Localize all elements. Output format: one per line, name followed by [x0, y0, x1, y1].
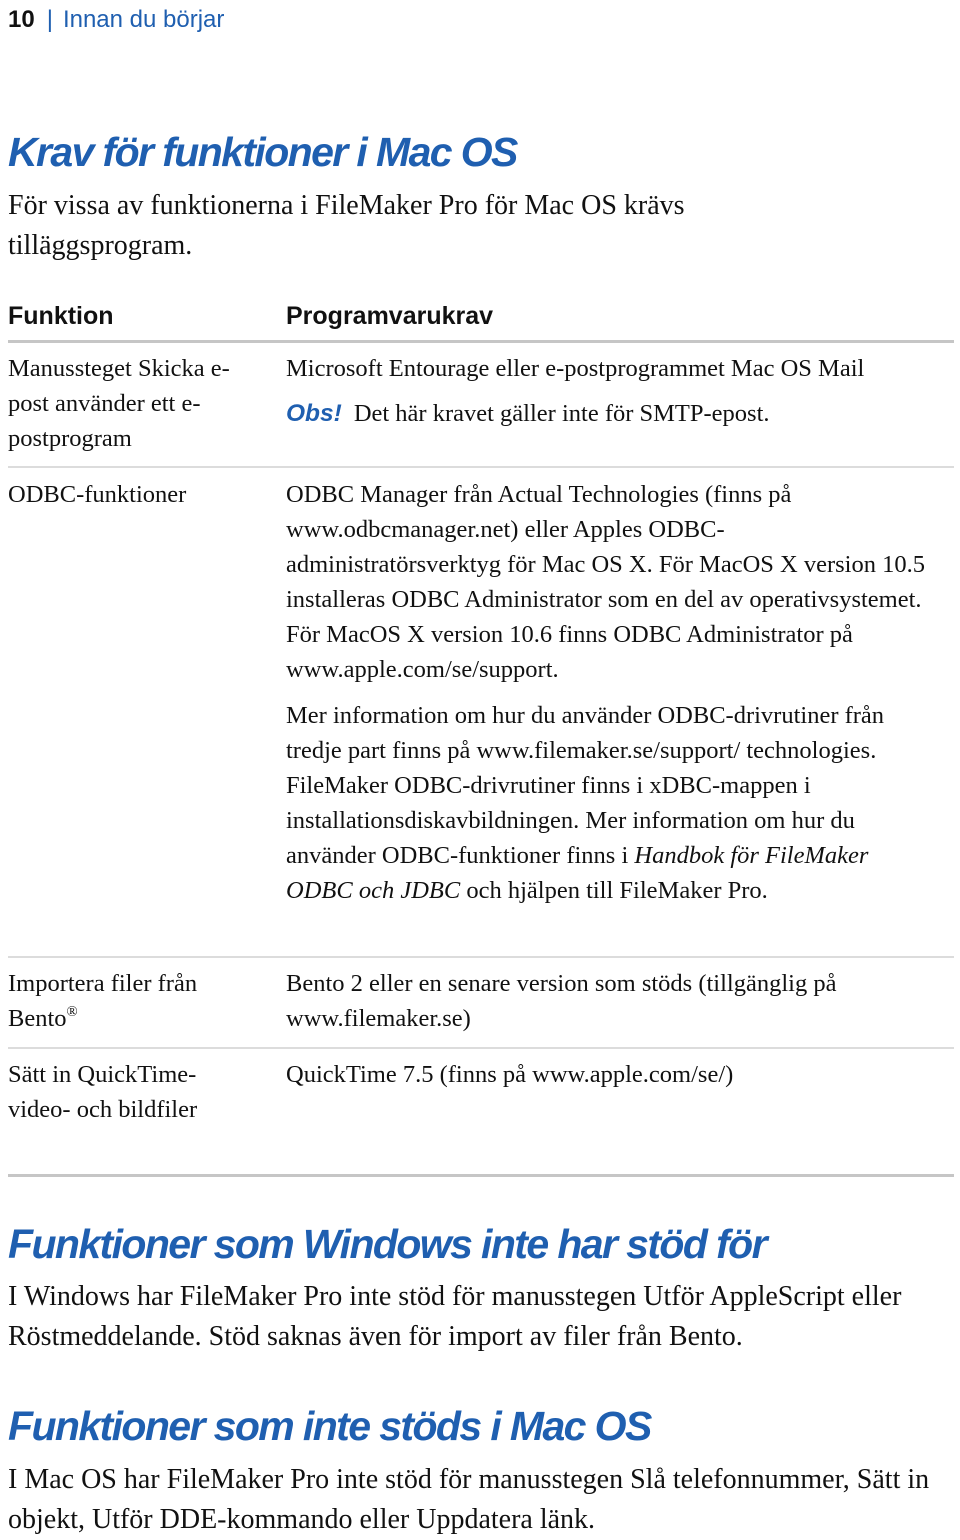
header-separator: |	[46, 6, 53, 33]
table-row-requirement: Bento 2 eller en senare version som stöds (tillgänglig på www.filemaker.se)	[286, 970, 837, 1032]
table-row-requirement: Microsoft Entourage eller e-postprogrammet Mac OS Mail	[286, 355, 865, 382]
table-bottom-rule	[8, 1174, 954, 1177]
section-heading-mac-requirements: Krav för funktioner i Mac OS	[8, 129, 517, 175]
table-row-requirement: ODBC Manager från Actual Technologies (finns på www.odbcmanager.net) eller Apples ODBC-administratörsverktyg för Mac OS X. För MacOS X version 10.5 installeras ODBC Administrator som en del av operativsystemet. För MacOS X version 10.6 finns ODBC Administrator på www.apple.com/se/support.	[286, 481, 925, 683]
note-label: Obs!	[286, 400, 342, 427]
column-header-feature: Funktion	[8, 302, 114, 330]
table-row-feature: Sätt in QuickTime-video- och bildfiler	[8, 1061, 198, 1123]
feature-text: Importera filer från Bento	[8, 970, 198, 1032]
table-row-feature	[8, 966, 243, 1036]
section-heading-mac-unsupported: Funktioner som inte stöds i Mac OS	[8, 1403, 651, 1449]
page-number: 10	[8, 6, 35, 33]
table-row-feature: ODBC-funktioner	[8, 481, 187, 508]
more-info-text: Mer information om hur du använder ODBC-drivrutiner från tredje part finns på www.filemaker.se/support/ technologies. FileMaker ODBC-drivrutiner finns i xDBC-mappen i installationsdiskavbildningen. Mer information om hur du använder ODBC-funktioner finns i	[286, 702, 885, 869]
table-row-feature: Manussteget Skicka e-post använder ett e-postprogram	[8, 355, 230, 452]
note-text: Det här kravet gäller inte för SMTP-epost.	[353, 400, 770, 427]
column-header-requirement: Programvarukrav	[286, 302, 494, 330]
section-intro: För vissa av funktionerna i FileMaker Pro för Mac OS krävs tilläggsprogram.	[8, 190, 685, 261]
running-header	[8, 4, 224, 36]
section-body: I Windows har FileMaker Pro inte stöd för manusstegen Utför AppleScript eller Röstmeddelande. Stöd saknas även för import av filer från Bento.	[8, 1281, 902, 1352]
table-row-requirement: QuickTime 7.5 (finns på www.apple.com/se/)	[286, 1061, 734, 1088]
chapter-title: Innan du börjar	[62, 6, 225, 33]
section-body: I Mac OS har FileMaker Pro inte stöd för manusstegen Slå telefonnummer, Sätt in objekt, Utför DDE-kommando eller Uppdatera länk.	[8, 1464, 930, 1535]
more-info-text-end: och hjälpen till FileMaker Pro.	[466, 877, 768, 904]
registered-mark: ®	[66, 1004, 78, 1020]
row-divider	[8, 1047, 954, 1049]
table-row-note	[286, 396, 956, 431]
section-heading-windows-unsupported: Funktioner som Windows inte har stöd för	[8, 1221, 766, 1267]
table-row-more-info	[286, 698, 936, 908]
row-divider	[8, 956, 954, 958]
row-divider	[8, 466, 954, 468]
table-top-rule	[8, 340, 954, 343]
manual-title: Handbok för FileMaker ODBC och JDBC	[286, 842, 869, 904]
